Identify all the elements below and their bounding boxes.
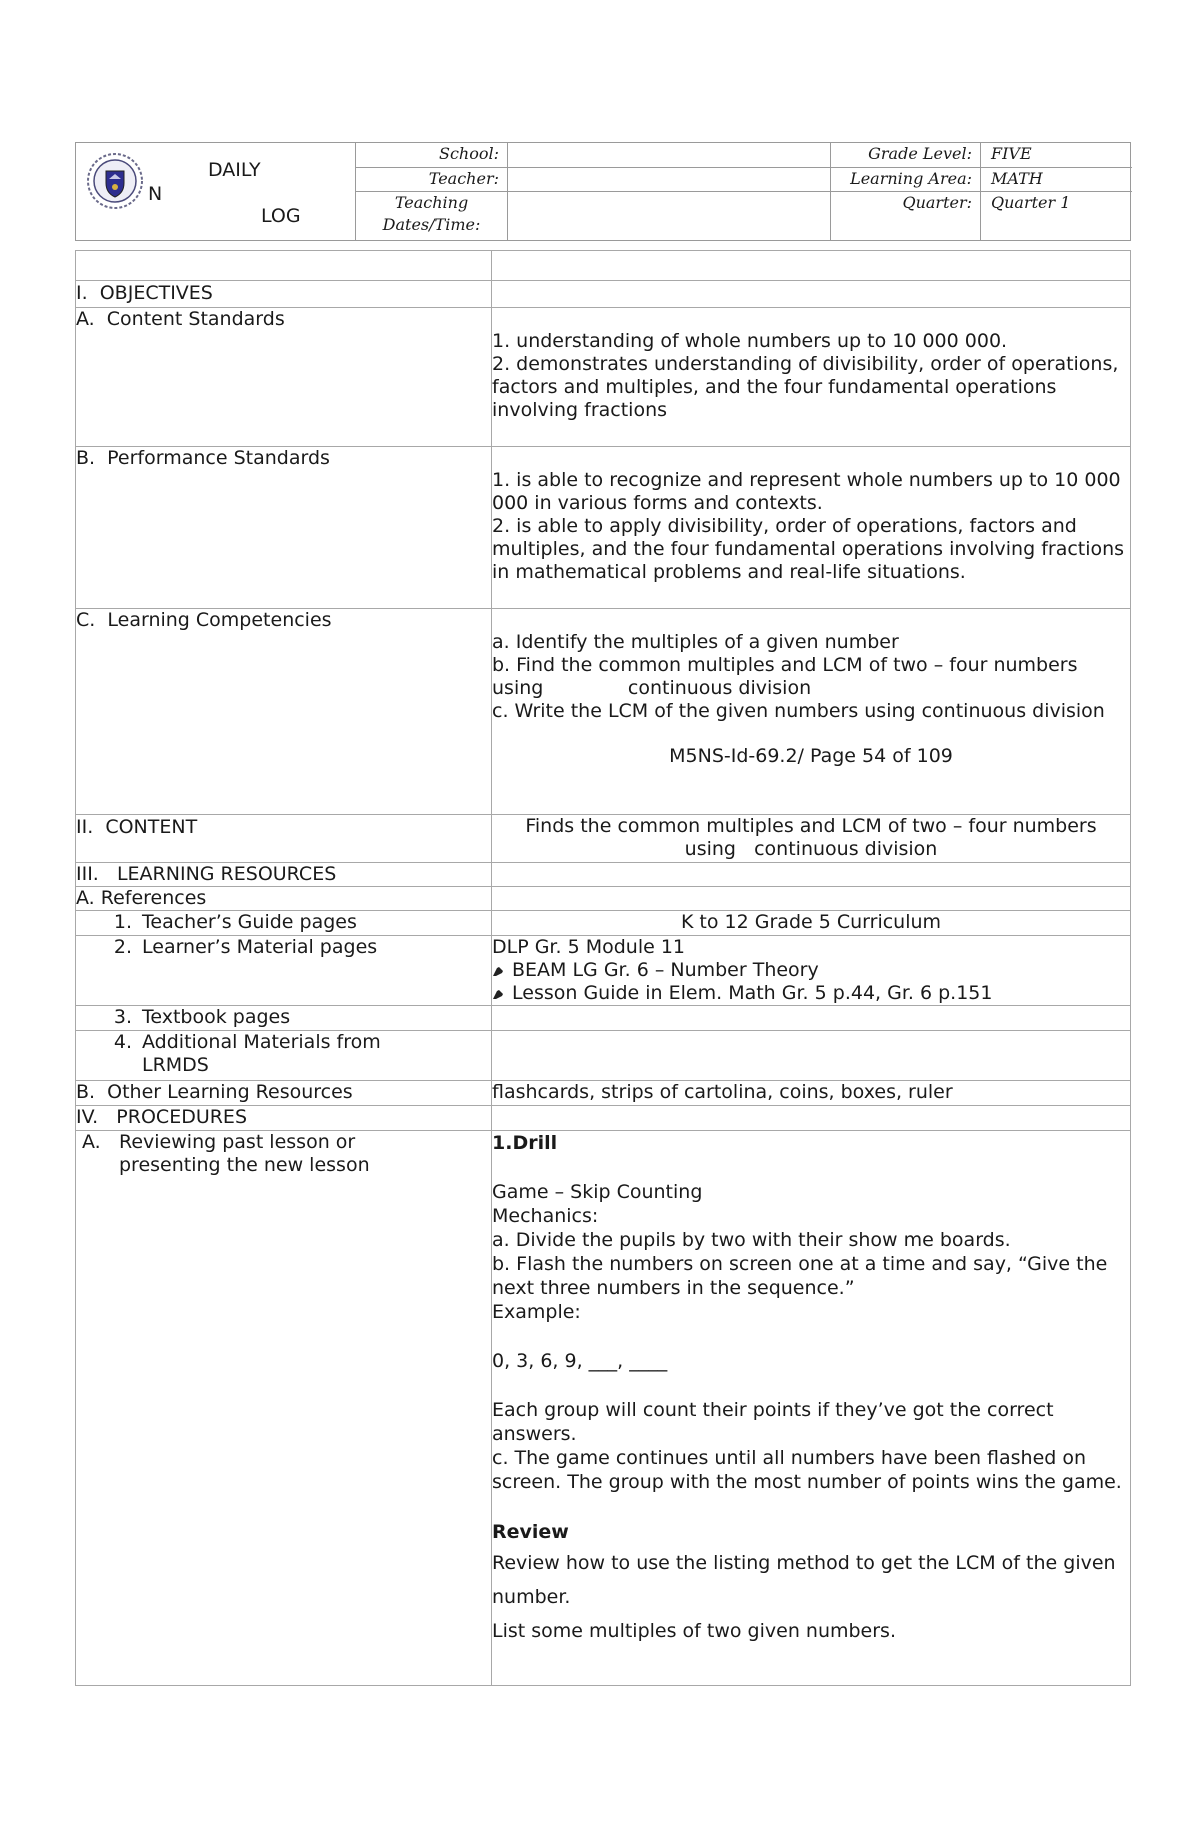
header-block (75, 142, 1131, 241)
table-row-blank (76, 251, 1131, 281)
header-fields (355, 143, 1130, 240)
competency-a: a. Identify the multiples of a given number (492, 631, 899, 653)
item-number: 4. (113, 1031, 132, 1053)
references-label: A. References (76, 887, 492, 911)
learning-competencies-text (492, 609, 1131, 815)
content-text (492, 815, 1131, 863)
content-text-line2: using continuous division (684, 838, 938, 860)
teaching-dates-label: Teaching Dates/Time: (355, 191, 507, 240)
item-number: 2. (113, 936, 132, 958)
title-daily: DAILY (208, 159, 261, 181)
game-title: Game – Skip Counting (492, 1181, 703, 1203)
content-standards-label: A. Content Standards (76, 308, 492, 447)
procedure-letter: A. (82, 1131, 101, 1153)
table-row-other-resources (76, 1081, 1131, 1106)
mechanics-step-a: a. Divide the pupils by two with their show me boards. (492, 1229, 1011, 1251)
additional-materials-label (106, 1031, 491, 1077)
learning-area-label: Learning Area: (830, 167, 980, 191)
performance-standards-label: B. Performance Standards (76, 447, 492, 609)
title-log: LOG (261, 205, 301, 227)
table-row-reviewing-lesson (76, 1131, 1131, 1686)
table-row-textbook (76, 1006, 1131, 1031)
other-resources-label: B. Other Learning Resources (76, 1081, 492, 1106)
school-field[interactable] (507, 143, 830, 167)
table-row-references (76, 887, 1131, 911)
table-row-teachers-guide (76, 911, 1131, 936)
item-number: 1. (113, 911, 132, 933)
learners-material-text: Learner’s Material pages (142, 936, 378, 958)
performance-standards-text: 1. is able to recognize and represent whole numbers up to 10 000 000 in various forms and contexts. 2. is able to apply divisibility, order of operations, factors and multiples, and the four fundamental operations involving fractions in mathematical problems and real-life situations. (492, 447, 1131, 609)
learners-material-label (106, 936, 491, 959)
reviewing-lesson-text: Reviewing past lesson or presenting the new lesson (119, 1131, 370, 1176)
teacher-field[interactable] (507, 167, 830, 191)
mechanics-step-b: b. Flash the numbers on screen one at a time and say, “Give the next three numbers in the sequence.” (492, 1253, 1108, 1299)
scoring-text: Each group will count their points if they’ve got the correct answers. (492, 1399, 1054, 1445)
lesson-log-page (75, 142, 1131, 1686)
procedures-heading: IV. PROCEDURES (76, 1106, 492, 1131)
table-row-content-standards (76, 308, 1131, 447)
teaching-dates-field[interactable] (507, 191, 830, 240)
teachers-guide-label (106, 911, 491, 934)
resources-heading: III. LEARNING RESOURCES (76, 863, 492, 887)
mechanics-label: Mechanics: (492, 1205, 599, 1227)
content-text-line1: Finds the common multiples and LCM of two – four numbers (525, 815, 1097, 837)
writing-hand-icon (492, 966, 504, 977)
drill-heading: 1.Drill (492, 1132, 558, 1154)
drill-content (492, 1131, 1131, 1686)
teachers-guide-value: K to 12 Grade 5 Curriculum (492, 911, 1131, 936)
table-row-resources (76, 863, 1131, 887)
quarter-label: Quarter: (830, 191, 980, 240)
textbook-label (106, 1006, 491, 1029)
deped-seal-icon (85, 149, 145, 215)
learners-material-value (492, 936, 1131, 1006)
example-label: Example: (492, 1301, 581, 1323)
review-text: Review how to use the listing method to get the LCM of the given number. (492, 1552, 1116, 1608)
competency-b-cont: using continuous division (492, 677, 812, 699)
lm-line-3: Lesson Guide in Elem. Math Gr. 5 p.44, Gr. 6 p.151 (492, 982, 1130, 1005)
item-number: 3. (113, 1006, 132, 1028)
table-row-content (76, 815, 1131, 863)
reviewing-lesson-label (82, 1131, 491, 1177)
table-row-performance-standards (76, 447, 1131, 609)
lesson-plan-table (75, 250, 1131, 1686)
teachers-guide-text: Teacher’s Guide pages (142, 911, 357, 933)
table-row-learners-material (76, 936, 1131, 1006)
example-sequence: 0, 3, 6, 9, ___, ____ (492, 1350, 668, 1372)
learning-competencies-label: C. Learning Competencies (76, 609, 492, 815)
review-heading: Review (492, 1521, 569, 1543)
content-heading: II. CONTENT (76, 815, 492, 863)
table-row-objectives (76, 281, 1131, 308)
textbook-text: Textbook pages (142, 1006, 291, 1028)
list-multiples-text: List some multiples of two given numbers. (492, 1620, 896, 1642)
lm-line-1: DLP Gr. 5 Module 11 (492, 936, 686, 958)
additional-materials-text: Additional Materials from LRMDS (142, 1031, 381, 1076)
lm-line-2: BEAM LG Gr. 6 – Number Theory (492, 959, 1130, 982)
objectives-heading: I. OBJECTIVES (76, 281, 492, 308)
grade-level-field[interactable]: FIVE (980, 143, 1132, 167)
mechanics-step-c: c. The game continues until all numbers have been flashed on screen. The group with the most number of points wins the game. (492, 1447, 1122, 1493)
other-resources-value: flashcards, strips of cartolina, coins, boxes, ruler (492, 1081, 1131, 1106)
table-row-additional-materials (76, 1031, 1131, 1081)
school-label: School: (355, 143, 507, 167)
competency-code: M5NS-Id-69.2/ Page 54 of 109 (669, 745, 953, 767)
learning-area-field[interactable]: MATH (980, 167, 1132, 191)
table-row-procedures (76, 1106, 1131, 1131)
quarter-field[interactable]: Quarter 1 (980, 191, 1132, 240)
content-standards-text: 1. understanding of whole numbers up to 10 000 000. 2. demonstrates understanding of divisibility, order of operations, factors and multiples, and the four fundamental operations involving fractions (492, 308, 1131, 447)
table-row-learning-competencies (76, 609, 1131, 815)
writing-hand-icon (492, 989, 504, 1000)
competency-b: b. Find the common multiples and LCM of two – four numbers (492, 654, 1078, 676)
teacher-label: Teacher: (355, 167, 507, 191)
competency-c: c. Write the LCM of the given numbers using continuous division (492, 700, 1105, 722)
title-lesson: N (148, 183, 163, 205)
grade-level-label: Grade Level: (830, 143, 980, 167)
